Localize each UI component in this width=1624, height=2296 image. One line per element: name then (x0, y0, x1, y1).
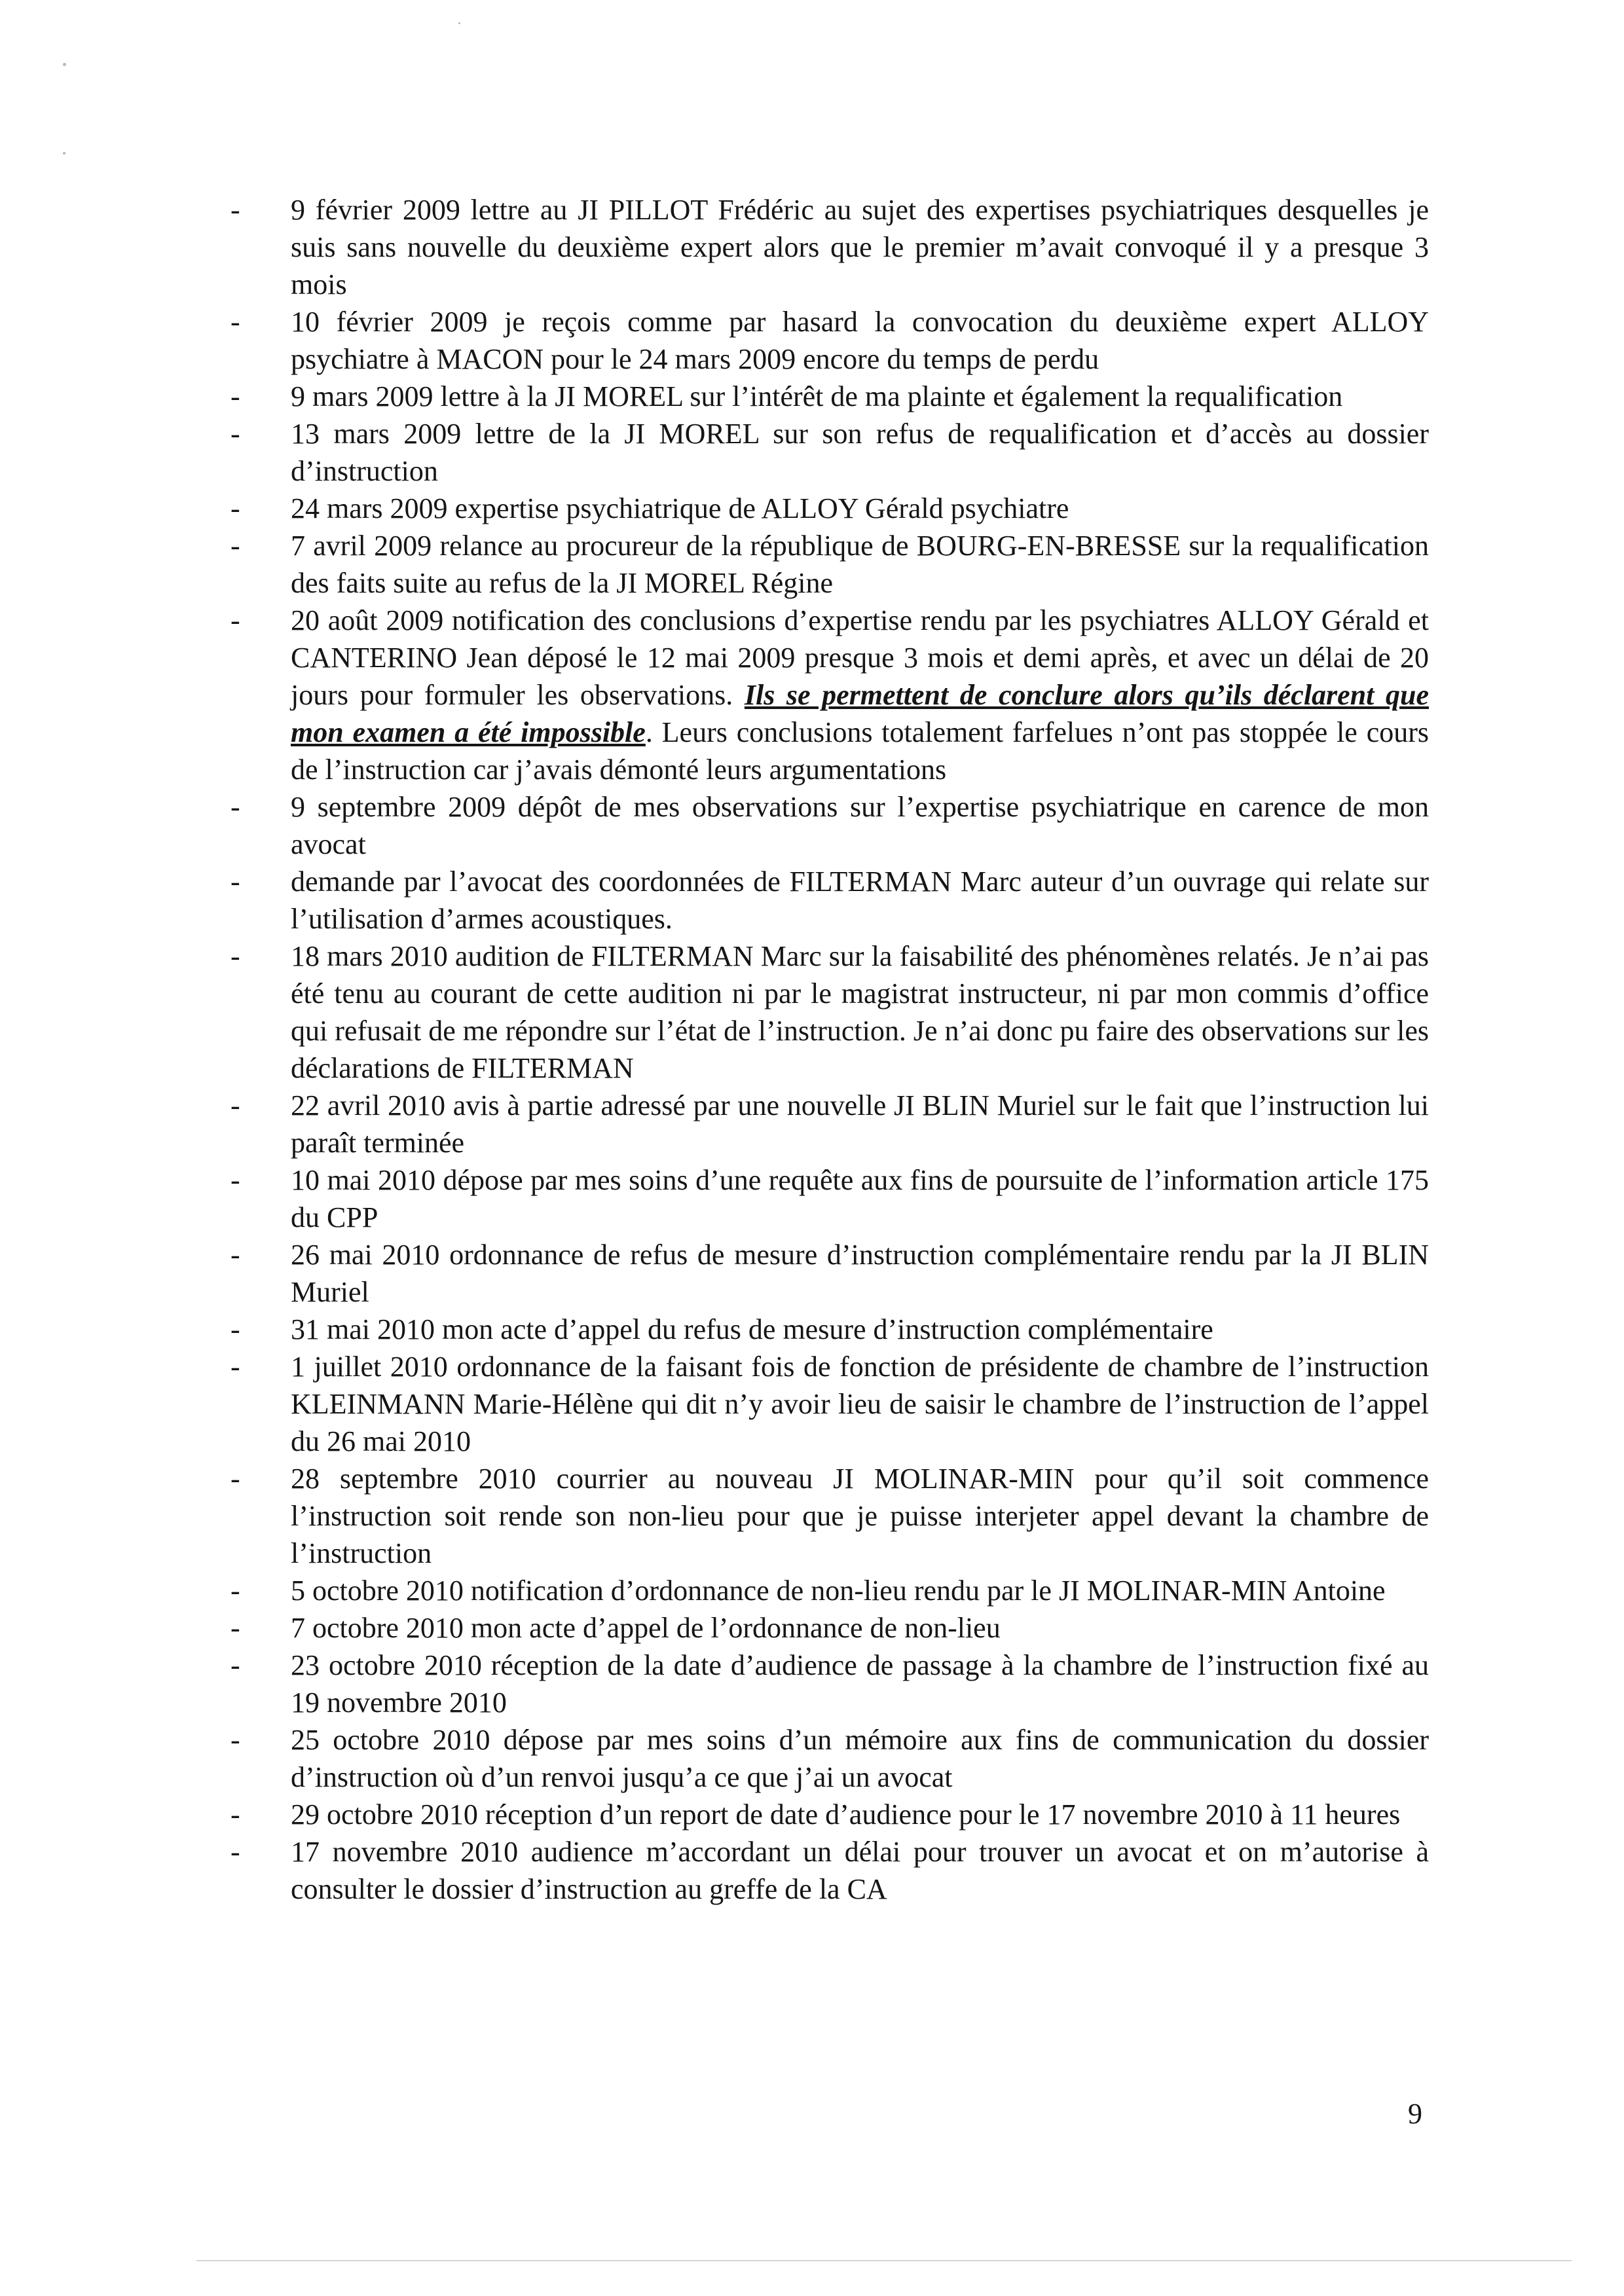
bullet-dash: - (231, 1089, 240, 1121)
bullet-dash: - (231, 1351, 240, 1383)
list-item (231, 378, 1429, 415)
item-text: 25 octobre 2010 dépose par mes soins d’un mémoire aux fins de communication du dossier d’instruction où d’un renvoi jusqu’a ce que j’ai un avocat (291, 1724, 1429, 1793)
bullet-dash: - (231, 604, 240, 636)
item-text: 17 novembre 2010 audience m’accordant un délai pour trouver un avocat et on m’autorise à consulter le dossier d’instruction au greffe de la CA (291, 1836, 1429, 1905)
item-text: 10 mai 2010 dépose par mes soins d’une requête aux fins de poursuite de l’information article 175 du CPP (291, 1164, 1429, 1233)
scan-speck (63, 152, 65, 155)
item-text: 5 octobre 2010 notification d’ordonnance de non-lieu rendu par le JI MOLINAR-MIN Antoine (291, 1575, 1386, 1607)
list-item (231, 1311, 1429, 1348)
item-text: 31 mai 2010 mon acte d’appel du refus de mesure d’instruction complémentaire (291, 1313, 1213, 1345)
list-item (231, 1721, 1429, 1796)
bullet-dash: - (231, 380, 240, 412)
bullet-dash: - (231, 791, 240, 823)
item-text: 10 février 2009 je reçois comme par hasard la convocation du deuxième expert ALLOY psychiatre à MACON pour le 24 mars 2009 encore du temps de perdu (291, 306, 1429, 375)
bullet-dash: - (231, 194, 240, 226)
item-text: 7 octobre 2010 mon acte d’appel de l’ordonnance de non-lieu (291, 1612, 1001, 1644)
list-item (231, 1572, 1429, 1609)
item-emphasis: Ils se permettent de conclure alors qu’ils déclarent que mon examen a été impossible (291, 679, 1429, 748)
list-item (231, 1833, 1429, 1908)
bullet-dash: - (231, 530, 240, 562)
bullet-dash: - (231, 306, 240, 338)
scan-speck (458, 22, 460, 24)
bullet-dash: - (231, 1798, 240, 1831)
list-item (231, 863, 1429, 938)
bullet-dash: - (231, 418, 240, 450)
bullet-dash: - (231, 1463, 240, 1495)
item-text: 13 mars 2009 lettre de la JI MOREL sur son refus de requalification et d’accès au dossier d’instruction (291, 418, 1429, 487)
list-item (231, 303, 1429, 378)
item-text: 9 mars 2009 lettre à la JI MOREL sur l’intérêt de ma plainte et également la requalification (291, 380, 1343, 412)
item-text: 1 juillet 2010 ordonnance de la faisant fois de fonction de présidente de chambre de l’instruction KLEINMANN Marie-Hélène qui dit n’y avoir lieu de saisir le chambre de l’instruction de l’appel du 26 mai 2010 (291, 1351, 1429, 1457)
scan-speck (63, 63, 66, 66)
item-text: 9 février 2009 lettre au JI PILLOT Frédéric au sujet des expertises psychiatriques desquelles je suis sans nouvelle du deuxième expert alors que le premier m’avait convoqué il y a presque 3 mois (291, 194, 1429, 301)
bullet-dash: - (231, 866, 240, 898)
item-text-before: 20 août 2009 notification des conclusions d’expertise rendu par les psychiatres ALLOY Gérald et CANTERINO Jean déposé le 12 mai 2009 presque 3 mois et demi après, et avec un délai de 20 jours pour formuler les observations. (291, 604, 1429, 711)
list-item (231, 1087, 1429, 1161)
list-item (231, 1161, 1429, 1236)
list-item (231, 602, 1429, 788)
bullet-dash: - (231, 1239, 240, 1271)
item-text: demande par l’avocat des coordonnées de FILTERMAN Marc auteur d’un ouvrage qui relate sur l’utilisation d’armes acoustiques. (291, 866, 1429, 935)
list-item (231, 1796, 1429, 1833)
item-text: 7 avril 2009 relance au procureur de la république de BOURG-EN-BRESSE sur la requalification des faits suite au refus de la JI MOREL Régine (291, 530, 1429, 599)
list-item (231, 938, 1429, 1087)
item-text-after: . Leurs conclusions totalement farfelues n’ont pas stoppée le cours de l’instruction car j’avais démonté leurs argumentations (291, 716, 1429, 786)
bullet-dash: - (231, 1164, 240, 1196)
bullet-dash: - (231, 1575, 240, 1607)
bullet-dash: - (231, 1724, 240, 1756)
item-text: 22 avril 2010 avis à partie adressé par une nouvelle JI BLIN Muriel sur le fait que l’instruction lui paraît terminée (291, 1089, 1429, 1159)
list-item (231, 191, 1429, 303)
item-text: 18 mars 2010 audition de FILTERMAN Marc sur la faisabilité des phénomènes relatés. Je n’ai pas été tenu au courant de cette audition ni par le magistrat instructeur, ni par mon commis d’office qui refusait de me répondre sur l’état de l’instruction. Je n’ai donc pu faire des observations sur les déclarations de FILTERMAN (291, 940, 1429, 1084)
bullet-dash: - (231, 1313, 240, 1345)
list-item (231, 490, 1429, 527)
list-item (231, 1609, 1429, 1647)
page-number: 9 (1408, 2098, 1422, 2130)
list-item (231, 1236, 1429, 1311)
item-text: 28 septembre 2010 courrier au nouveau JI MOLINAR-MIN pour qu’il soit commence l’instruction soit rende son non-lieu pour que je puisse interjeter appel devant la chambre de l’instruction (291, 1463, 1429, 1569)
bullet-dash: - (231, 492, 240, 524)
bullet-dash: - (231, 1612, 240, 1644)
item-text: 24 mars 2009 expertise psychiatrique de ALLOY Gérald psychiatre (291, 492, 1069, 524)
bullet-dash: - (231, 940, 240, 972)
item-text: 23 octobre 2010 réception de la date d’audience de passage à la chambre de l’instruction fixé au 19 novembre 2010 (291, 1649, 1429, 1719)
chronology-list (231, 191, 1429, 1908)
list-item (231, 1460, 1429, 1572)
item-text: 26 mai 2010 ordonnance de refus de mesure d’instruction complémentaire rendu par la JI BLIN Muriel (291, 1239, 1429, 1308)
list-item (231, 1348, 1429, 1460)
bullet-dash: - (231, 1836, 240, 1868)
item-text: 9 septembre 2009 dépôt de mes observations sur l’expertise psychiatrique en carence de mon avocat (291, 791, 1429, 860)
list-item (231, 788, 1429, 863)
list-item (231, 1647, 1429, 1721)
bullet-dash: - (231, 1649, 240, 1681)
scan-edge-line (196, 2260, 1572, 2261)
list-item (231, 527, 1429, 602)
item-text: 29 octobre 2010 réception d’un report de date d’audience pour le 17 novembre 2010 à 11 heures (291, 1798, 1401, 1831)
list-item (231, 415, 1429, 490)
